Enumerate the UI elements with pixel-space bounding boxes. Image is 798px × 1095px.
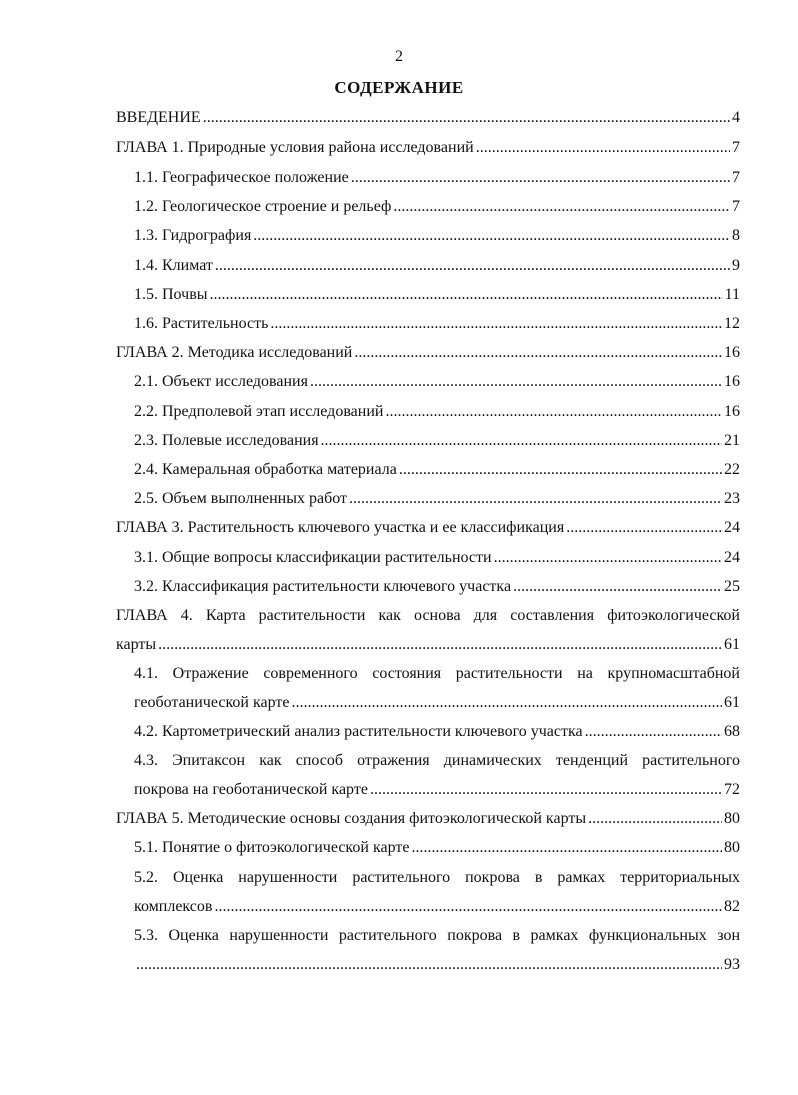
dot-leader: [310, 372, 722, 392]
dot-leader: [291, 693, 722, 713]
toc-entry-page: 7: [732, 198, 740, 215]
toc-entry-5-2[interactable]: [134, 868, 740, 917]
toc-entry-chapter-2[interactable]: [116, 343, 740, 363]
toc-entry-page: 24: [724, 549, 740, 566]
dot-leader: [203, 108, 730, 128]
toc-entry-introduction[interactable]: [116, 108, 740, 128]
toc-entry-title: 5.1. Понятие о фитоэкологической карте: [134, 839, 410, 856]
dot-leader: [351, 168, 730, 188]
toc-entry-2-2[interactable]: [134, 402, 740, 422]
toc-entry-title-line-1: ГЛАВА 4. Карта растительности как основа для составления фитоэкологической: [116, 607, 740, 624]
toc-entry-page: 16: [724, 373, 740, 390]
toc-entry-1-1[interactable]: [134, 168, 740, 188]
toc-entry-page: 23: [724, 490, 740, 507]
toc-entry-chapter-1[interactable]: [116, 138, 740, 158]
dot-leader: [566, 518, 722, 538]
dot-leader: [370, 780, 722, 800]
toc-entry-title: 1.6. Растительность: [134, 315, 269, 332]
page-number: 2: [395, 48, 403, 65]
dot-leader: [385, 402, 722, 422]
dot-leader: [399, 460, 722, 480]
toc-entry-title: 2.4. Камеральная обработка материала: [134, 461, 397, 478]
toc-entry-title: 4.2. Картометрический анализ растительности ключевого участка: [134, 723, 583, 740]
page-title: СОДЕРЖАНИЕ: [334, 78, 464, 97]
toc-entry-title-line-1: 4.3. Эпитаксон как способ отражения динамических тенденций растительного: [134, 752, 740, 769]
toc-entry-page: 7: [732, 139, 740, 156]
toc-entry-chapter-4[interactable]: [116, 606, 740, 655]
toc-entry-1-5[interactable]: [134, 285, 740, 305]
toc-entry-chapter-3[interactable]: [116, 518, 740, 538]
toc-entry-page: 11: [724, 286, 740, 303]
toc-entry-page: 68: [724, 723, 740, 740]
dot-leader: [513, 577, 722, 597]
toc-entry-title: 1.4. Климат: [134, 257, 213, 274]
toc-entry-title: 2.3. Полевые исследования: [134, 432, 319, 449]
toc-entry-1-2[interactable]: [134, 197, 740, 217]
toc-entry-title: 2.1. Объект исследования: [134, 373, 308, 390]
toc-entry-page: 93: [724, 956, 740, 973]
toc-entry-5-3[interactable]: [134, 926, 740, 975]
dot-leader: [411, 838, 722, 858]
toc-entry-2-3[interactable]: [134, 431, 740, 451]
toc-entry-title-line-1: 5.3. Оценка нарушенности растительного покрова в рамках функциональных зон: [134, 927, 740, 944]
toc-entry-page: 61: [724, 694, 740, 711]
toc-entry-4-1[interactable]: [134, 664, 740, 713]
dot-leader: [215, 256, 730, 276]
dot-leader: [136, 955, 722, 975]
dot-leader: [349, 489, 722, 509]
toc-entry-4-3[interactable]: [134, 751, 740, 800]
toc-entry-page: 80: [724, 810, 740, 827]
toc-entry-title: 1.5. Почвы: [134, 286, 208, 303]
toc-entry-3-2[interactable]: [134, 577, 740, 597]
toc-entry-page: 82: [724, 898, 740, 915]
toc-entry-5-1[interactable]: [134, 838, 740, 858]
dot-leader: [588, 809, 722, 829]
toc-entry-title: 3.2. Классификация растительности ключевого участка: [134, 578, 512, 595]
toc-entry-chapter-5[interactable]: [116, 809, 740, 829]
toc-entry-page: 61: [724, 636, 740, 653]
toc-entry-title: 2.5. Объем выполненных работ: [134, 490, 347, 507]
toc-entry-title: ГЛАВА 2. Методика исследований: [116, 344, 353, 361]
toc-entry-page: 80: [724, 839, 740, 856]
toc-entry-title: ГЛАВА 3. Растительность ключевого участка и ее классификация: [116, 519, 565, 536]
toc-entry-page: 7: [732, 169, 740, 186]
toc-entry-title: ВВЕДЕНИЕ: [116, 109, 201, 126]
dot-leader: [270, 314, 722, 334]
toc-entry-page: 25: [724, 578, 740, 595]
toc-entry-page: 16: [724, 344, 740, 361]
toc-entry-title-line-2: карты: [116, 636, 157, 653]
dot-leader: [321, 431, 722, 451]
dot-leader: [494, 548, 722, 568]
toc-entry-3-1[interactable]: [134, 548, 740, 568]
toc-entry-title: ГЛАВА 1. Природные условия района исследований: [116, 139, 474, 156]
toc-entry-page: 22: [724, 461, 740, 478]
toc-entry-title-line-2: геоботанической карте: [134, 694, 290, 711]
toc-entry-4-2[interactable]: [134, 722, 740, 742]
dot-leader: [210, 285, 723, 305]
toc-entry-title: 1.1. Географическое положение: [134, 169, 349, 186]
dot-leader: [214, 897, 722, 917]
toc-entry-page: 24: [724, 519, 740, 536]
toc-entry-page: 12: [724, 315, 740, 332]
dot-leader: [158, 635, 722, 655]
dot-leader: [253, 226, 730, 246]
toc-entry-title: 2.2. Предполевой этап исследований: [134, 403, 384, 420]
toc-entry-page: 8: [732, 227, 740, 244]
toc-entry-2-5[interactable]: [134, 489, 740, 509]
toc-entry-title-line-2: комплексов: [134, 898, 213, 915]
toc-entry-page: 9: [732, 257, 740, 274]
toc-entry-page: 21: [724, 432, 740, 449]
dot-leader: [476, 138, 730, 158]
toc-entry-title: 1.3. Гидрография: [134, 227, 252, 244]
toc-entry-2-1[interactable]: [134, 372, 740, 392]
dot-leader: [354, 343, 722, 363]
toc-entry-title-line-2: покрова на геоботанической карте: [134, 781, 368, 798]
toc-entry-2-4[interactable]: [134, 460, 740, 480]
toc-entry-1-6[interactable]: [134, 314, 740, 334]
dot-leader: [393, 197, 730, 217]
toc-entry-1-3[interactable]: [134, 226, 740, 246]
toc-entry-page: 72: [724, 781, 740, 798]
toc-entry-1-4[interactable]: [134, 256, 740, 276]
toc-entry-title: ГЛАВА 5. Методические основы создания фитоэкологической карты: [116, 810, 587, 827]
toc-entry-title: 3.1. Общие вопросы классификации растительности: [134, 549, 492, 566]
toc-entry-page: 16: [724, 403, 740, 420]
dot-leader: [585, 722, 722, 742]
toc-entry-page: 4: [732, 109, 740, 126]
toc-entry-title-line-1: 5.2. Оценка нарушенности растительного покрова в рамках территориальных: [134, 869, 740, 886]
toc-entry-title-line-1: 4.1. Отражение современного состояния растительности на крупномасштабной: [134, 665, 740, 682]
toc-entry-title: 1.2. Геологическое строение и рельеф: [134, 198, 392, 215]
